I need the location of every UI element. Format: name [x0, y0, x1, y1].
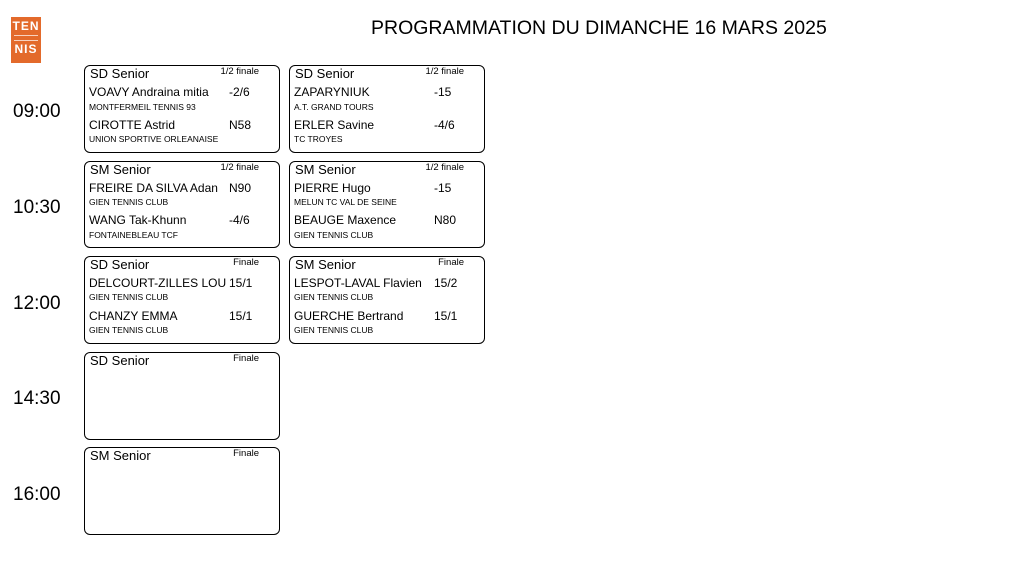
player-2-rank: 15/1 — [229, 309, 253, 323]
player-2-name: CHANZY EMMA — [89, 309, 178, 323]
player-1-club: A.T. GRAND TOURS — [294, 102, 374, 112]
match-card[interactable] — [84, 256, 280, 344]
time-slot-4: 14:30 — [13, 388, 61, 409]
player-2-name: BEAUGE Maxence — [294, 213, 397, 227]
time-slot-1: 09:00 — [13, 101, 61, 122]
match-round: 1/2 finale — [425, 66, 464, 77]
player-2-rank: -4/6 — [434, 118, 455, 132]
time-slot-3: 12:00 — [13, 293, 61, 314]
player-2-rank: 15/1 — [434, 309, 458, 323]
match-category: SM Senior — [295, 162, 356, 177]
match-card[interactable] — [84, 161, 280, 248]
match-round: 1/2 finale — [425, 162, 464, 173]
match-card[interactable] — [289, 161, 485, 248]
player-1-rank: N90 — [229, 181, 252, 195]
player-1-name: DELCOURT-ZILLES LOU — [89, 276, 227, 290]
match-category: SM Senior — [90, 162, 151, 177]
player-1-name: VOAVY Andraina mitia — [89, 85, 209, 99]
player-1-name: LESPOT-LAVAL Flavien — [294, 276, 422, 290]
player-2-name: CIROTTE Astrid — [89, 118, 176, 132]
player-2-name: WANG Tak-Khunn — [89, 213, 187, 227]
time-slot-5: 16:00 — [13, 484, 61, 505]
match-round: Finale — [233, 353, 259, 364]
match-card[interactable] — [84, 65, 280, 153]
player-1-name: ZAPARYNIUK — [294, 85, 370, 99]
player-1-club: GIEN TENNIS CLUB — [89, 292, 169, 302]
match-card[interactable] — [84, 352, 280, 440]
player-1-club: MONTFERMEIL TENNIS 93 — [89, 102, 196, 112]
player-1-club: MELUN TC VAL DE SEINE — [294, 197, 397, 207]
match-round: 1/2 finale — [220, 162, 259, 173]
match-category: SD Senior — [90, 353, 150, 368]
player-2-club: GIEN TENNIS CLUB — [294, 230, 374, 240]
player-1-club: GIEN TENNIS CLUB — [294, 292, 374, 302]
player-1-name: PIERRE Hugo — [294, 181, 371, 195]
player-2-rank: -4/6 — [229, 213, 250, 227]
match-category: SD Senior — [295, 66, 355, 81]
page-title: PROGRAMMATION DU DIMANCHE 16 MARS 2025 — [371, 17, 827, 39]
logo-divider — [14, 35, 38, 41]
time-slot-2: 10:30 — [13, 197, 61, 218]
player-1-rank: 15/2 — [434, 276, 458, 290]
player-2-name: GUERCHE Bertrand — [294, 309, 404, 323]
match-card[interactable] — [289, 65, 485, 153]
match-category: SM Senior — [295, 257, 356, 272]
tennis-logo — [11, 17, 41, 63]
player-2-rank: N80 — [434, 213, 457, 227]
match-category: SM Senior — [90, 448, 151, 463]
player-2-club: GIEN TENNIS CLUB — [294, 325, 374, 335]
match-card[interactable] — [84, 447, 280, 535]
player-1-rank: -2/6 — [229, 85, 250, 99]
logo-line-2: NIS — [14, 42, 38, 56]
logo-line-1: TEN — [12, 19, 40, 33]
player-1-rank: -15 — [434, 85, 452, 99]
player-1-name: FREIRE DA SILVA Adan — [89, 181, 218, 195]
match-round: Finale — [438, 257, 464, 268]
player-2-club: TC TROYES — [294, 134, 343, 144]
player-2-club: UNION SPORTIVE ORLEANAISE — [89, 134, 219, 144]
match-round: Finale — [233, 257, 259, 268]
player-1-rank: -15 — [434, 181, 452, 195]
match-category: SD Senior — [90, 257, 150, 272]
player-2-club: GIEN TENNIS CLUB — [89, 325, 169, 335]
match-card[interactable] — [289, 256, 485, 344]
match-category: SD Senior — [90, 66, 150, 81]
player-2-rank: N58 — [229, 118, 252, 132]
player-1-club: GIEN TENNIS CLUB — [89, 197, 169, 207]
match-round: Finale — [233, 448, 259, 459]
player-2-club: FONTAINEBLEAU TCF — [89, 230, 178, 240]
match-round: 1/2 finale — [220, 66, 259, 77]
player-1-rank: 15/1 — [229, 276, 253, 290]
player-2-name: ERLER Savine — [294, 118, 375, 132]
